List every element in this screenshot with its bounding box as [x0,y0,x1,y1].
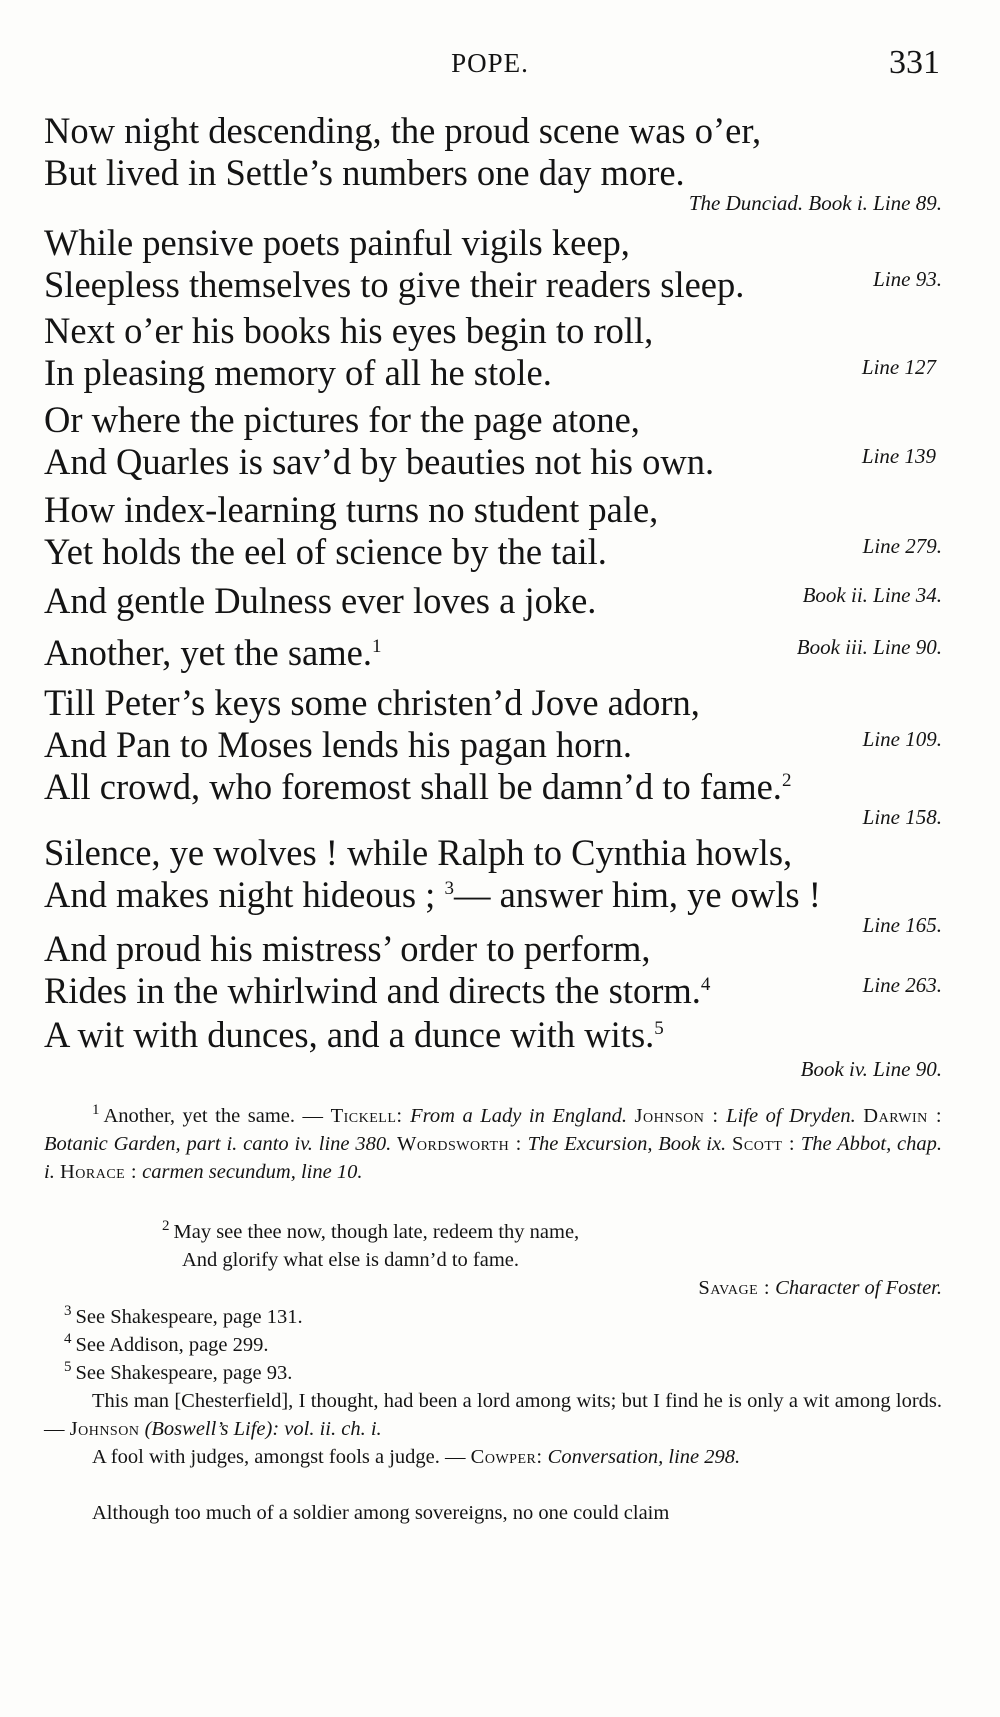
quote-reference: Line 109. [862,727,942,751]
verse-text: Rides in the whirlwind and directs the storm. [44,970,701,1011]
verse-text: Sleepless themselves to give their readers sleep. [44,264,745,305]
quote-reference: Line 165. [862,913,942,937]
footnote-number: 1 [92,1102,100,1119]
footnote-marker: 3 [444,877,454,899]
footnote-paragraph: This man [Chesterfield], I thought, had been a lord among wits; but I find he is only a wit among lords. — Johnson (Boswell’s Life): vol. ii. ch. i. [44,1390,942,1440]
verse-text: Yet holds the eel of science by the tail. [44,531,607,572]
quote-reference: Line 279. [862,534,942,558]
verse-line: Till Peter’s keys some christen’d Jove adorn, [44,682,700,723]
verse-line [44,874,942,916]
footnote-paragraph: Although too much of a soldier among sovereigns, no one could claim [92,1502,670,1524]
quote-reference: The Dunciad. Book i. Line 89. [688,191,942,215]
footnote-marker: 4 [700,973,711,995]
page-number: 331 [889,44,940,81]
verse-text: And Quarles is sav’d by beauties not his own. [44,441,715,482]
verse-line: But lived in Settle’s numbers one day more. [44,152,685,193]
verse-text: All crowd, who foremost shall be damn’d to fame. [44,766,782,807]
verse-line: And proud his mistress’ order to perform, [44,928,651,969]
verse-text: A wit with dunces, and a dunce with wits. [44,1014,655,1055]
quote-block [44,489,942,573]
footnote-paragraph: A fool with judges, amongst fools a judge. — Cowper: Conversation, line 298. [92,1446,741,1468]
quote-block [44,222,942,306]
quote-block [44,110,942,216]
page-header [40,44,940,84]
verse-line [44,441,942,483]
verse-text: Another, yet the same. [44,632,372,673]
verse-text: — answer him, ye owls ! [453,874,821,915]
footnote-5: $^5$ See Shakespeare, page 93. [64,1359,293,1384]
verse-line [44,264,942,306]
quote-block [44,682,942,766]
quote-reference: Line 93. [873,267,942,291]
footnote-number: 5 [64,1359,72,1376]
verse-line: While pensive poets painful vigils keep, [44,222,630,263]
verse-line [44,766,942,808]
quote-block [44,399,942,483]
quote-reference: Book ii. Line 34. [802,583,942,607]
quote-block [44,580,942,622]
footnote-1: $^1$ Another, yet the same. — Tickell: From a Lady in England. Johnson : Life of Dryden. Darwin : Botanic Garden, part i. canto iv. line 380. Wordsworth : The Excursion, Book ix. Scott : The Abbot, chap. i. Horace : carmen secundum, line 10. [44,1102,943,1183]
quote-reference: Book iv. Line 90. [800,1057,942,1081]
verse-line [44,531,942,573]
verse-line: Or where the pictures for the page atone, [44,399,640,440]
footnote-marker: 5 [654,1017,664,1039]
footnote-2: $^2$ May see thee now, though late, redeem thy name, And glorify what else is damn’d to fame. Savage : Character of Foster. [162,1218,942,1299]
verse-line [44,632,942,674]
footnote-3: $^3$ See Shakespeare, page 131. [64,1303,303,1328]
verse-text: And makes night hideous ; [44,874,436,915]
verse-line: Silence, ye wolves ! while Ralph to Cynthia howls, [44,832,793,873]
verse-text: And gentle Dulness ever loves a joke. [44,580,597,621]
quote-block [44,1014,942,1082]
quote-reference: Line 158. [862,805,942,829]
verse-text: And Pan to Moses lends his pagan horn. [44,724,633,765]
verse-line: How index-learning turns no student pale, [44,489,659,530]
footnote-number: 3 [64,1303,72,1320]
footnote-number: 4 [64,1331,72,1348]
verse-line: Next o’er his books his eyes begin to roll, [44,310,654,351]
quote-reference: Line 139 [861,444,936,468]
quote-reference: Line 127 [861,355,936,379]
footnote-marker: 1 [371,635,382,657]
quote-reference: Line 263. [862,973,942,997]
verse-line [44,724,942,766]
quote-block [44,832,942,938]
footnote-number: 2 [162,1218,170,1235]
quote-block [44,928,942,1012]
verse-line: Now night descending, the proud scene was o’er, [44,110,762,151]
verse-line [44,352,942,394]
quote-block [44,310,942,394]
verse-line [44,1014,942,1056]
footnote-4: $^4$ See Addison, page 299. [64,1331,269,1356]
footnote-marker: 2 [781,769,792,791]
quote-block [44,632,942,674]
quote-block [44,766,942,830]
running-title: POPE. [451,48,529,78]
verse-line [44,970,942,1012]
quote-reference: Book iii. Line 90. [796,635,942,659]
verse-line [44,580,942,622]
verse-text: In pleasing memory of all he stole. [44,352,552,393]
